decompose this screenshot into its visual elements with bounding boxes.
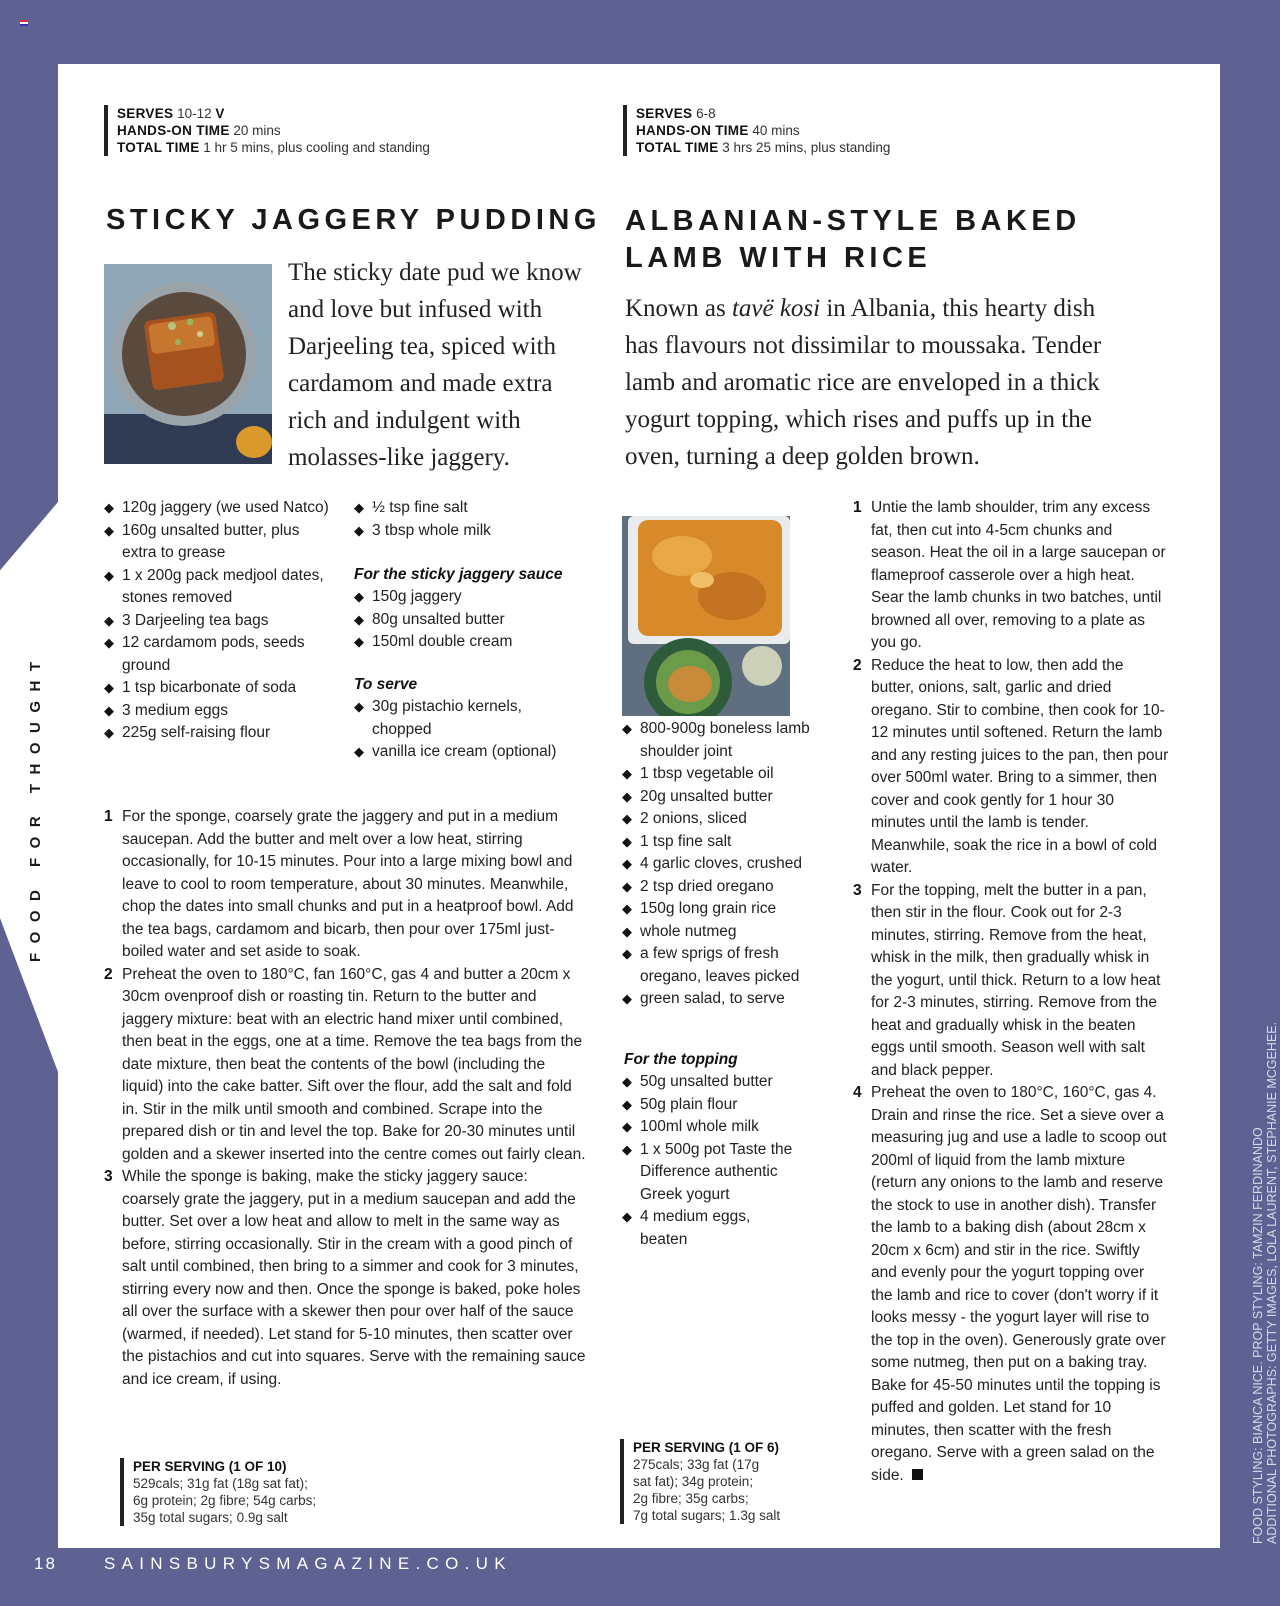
method-step: 1 Untie the lamb shoulder, trim any excess fat, then cut into 4-5cm chunks and season. Heat the oil in a large saucepan or flameproof casserole over a high heat. Sear the lamb chunks in two batches, until browned all over, removing to a plate as you go. bbox=[853, 499, 1166, 651]
ingredient-item: ◆ vanilla ice cream (optional) bbox=[354, 741, 612, 764]
method-step: 2 Reduce the heat to low, then add the butter, onions, salt, garlic and dried oregano. Stir to combine, then cook for 10-12 minutes until softened. Return the lamb and any resting juices to the pan, then pour over 500ml water. Bring to a simmer, then cover and cook gently for 1 hour 30 minutes until the lamb is tender. Meanwhile, soak the rice in a bowl of cold water. bbox=[853, 656, 1169, 876]
method-step: 4 Preheat the oven to 180°C, 160°C, gas 4. Drain and rinse the rice. Set a sieve over a measuring jug and use a ladle to scoop out 200ml of liquid from the lamb mixture (return any onions to the lamb and reserve the stock to use in another dish). Transfer the lamb to a baking dish (about 28cm x 20cm x 6cm) and stir in the rice. Swiftly and evenly pour the yogurt topping over the lamb and rice to cover (don't worry if it looks messy - the yogurt layer will rise to the top in the oven). Generously grate over some nutmeg, then put on a baking tray. Bake for 45-50 minutes until the topping is puffed and golden. Let stand for 10 minutes, then scatter with the fresh oregano. Serve with a green salad on the side. bbox=[853, 1084, 1167, 1484]
left-timing-box bbox=[104, 105, 587, 156]
serve-ingredients bbox=[354, 696, 557, 764]
ingredient-item: ◆ 800-900g boneless lamb shoulder joint bbox=[622, 718, 822, 763]
ingredient-item: ◆ 1 x 500g pot Taste the Difference authentic Greek yogurt bbox=[622, 1139, 822, 1207]
ingredient-item: ◆ 1 tsp bicarbonate of soda bbox=[104, 677, 329, 700]
page-number: 18 bbox=[34, 1554, 57, 1573]
ingredient-item: ◆ 50g plain flour bbox=[622, 1094, 822, 1117]
left-serves: SERVES 10-12 V bbox=[117, 106, 225, 121]
ingredient-item: ◆ 3 tbsp whole milk bbox=[354, 520, 594, 543]
credits-line-2: ADDITIONAL PHOTOGRAPHS: GETTY IMAGES, LOLA LAURENT, STEPHANIE MCGEHEE. bbox=[1265, 1021, 1279, 1544]
credits-line-1: FOOD STYLING: BIANCA NICE. PROP STYLING: TAMZIN FERDINANDO bbox=[1251, 1127, 1265, 1544]
ingredient-item: ◆ 2 tsp dried oregano bbox=[622, 876, 822, 899]
ingredient-item: ◆ 1 tbsp vegetable oil bbox=[622, 763, 822, 786]
photo-credits bbox=[1251, 1022, 1279, 1544]
left-recipe-title: STICKY JAGGERY PUDDING bbox=[106, 204, 601, 236]
topping-heading: For the topping bbox=[624, 1051, 738, 1068]
right-recipe-title: ALBANIAN-STYLE BAKED LAMB WITH RICE bbox=[625, 205, 1081, 274]
ingredient-item: ◆ a few sprigs of fresh oregano, leaves picked bbox=[622, 943, 822, 988]
topping-ingredients bbox=[622, 1071, 822, 1251]
left-ingredients-col2 bbox=[354, 497, 594, 542]
method-step: 2 Preheat the oven to 180°C, fan 160°C, gas 4 and butter a 20cm x 30cm ovenproof dish or roasting tin. Return to the butter and jaggery mixture: beat with an electric hand mixer until combined, then beat in the eggs, one at a time. Remove the tea bags from the date mixture, then beat the contents of the bowl (including the liquid) into the cake batter. Sift over the flour, add the salt and fold in. Stir in the milk until smooth and combined. Scrape into the prepared dish or tin and level the top. Bake for 20-30 minutes until golden and a skewer inserted into the centre comes out fairly clean. bbox=[104, 965, 586, 1163]
right-total-time: TOTAL TIME 3 hrs 25 mins, plus standing bbox=[636, 140, 891, 155]
ingredient-item: ◆ 225g self-raising flour bbox=[104, 722, 329, 745]
ingredient-item: ◆ green salad, to serve bbox=[622, 988, 822, 1011]
ingredient-item: ◆ 20g unsalted butter bbox=[622, 786, 822, 809]
ingredient-item: ◆ 100ml whole milk bbox=[622, 1116, 822, 1139]
lamb-photo bbox=[622, 516, 790, 716]
end-mark bbox=[912, 1469, 923, 1480]
ingredient-item: ◆ 80g unsalted butter bbox=[354, 609, 594, 632]
ingredient-item: ◆ 3 Darjeeling tea bags bbox=[104, 610, 329, 633]
serve-heading: To serve bbox=[354, 676, 418, 693]
right-ingredients bbox=[622, 718, 822, 1011]
sauce-heading: For the sticky jaggery sauce bbox=[354, 566, 563, 583]
site-url[interactable]: SAINSBURYSMAGAZINE.CO.UK bbox=[104, 1554, 512, 1573]
left-recipe-intro: The sticky date pud we know and love but infused with Darjeeling tea, spiced with cardamom and made extra rich and indulgent with molasses-like jaggery. bbox=[288, 259, 582, 471]
left-ingredients-col1 bbox=[104, 497, 329, 745]
right-timing-box bbox=[623, 105, 1056, 156]
method-step: 3 While the sponge is baking, make the sticky jaggery sauce: coarsely grate the jaggery, put in a medium saucepan and add the butter. Set over a low heat and allow to melt in the same way as before, stirring occasionally. Stir in the cream with a good pinch of salt until combined, then bring to a simmer and cook for 3 minutes, stirring every now and then. Once the sponge is baked, poke holes all over the surface with a skewer then pour over half of the sauce (warmed, if needed). Let stand for 5-10 minutes, then scatter over the pistachios and cut into squares. Serve with the remaining sauce and ice cream, if using. bbox=[104, 1168, 586, 1388]
ingredient-item: ◆ 1 x 200g pack medjool dates, stones removed bbox=[104, 565, 329, 610]
ingredient-item: ◆ whole nutmeg bbox=[622, 921, 822, 944]
right-recipe-intro: Known as tavë kosi in Albania, this hearty dish has flavours not dissimilar to moussaka. Tender lamb and aromatic rice are enveloped in a thick yogurt topping, which rises and puffs up in the oven, turning a deep golden brown. bbox=[625, 295, 1102, 470]
sauce-ingredients bbox=[354, 586, 594, 654]
right-handson-time: HANDS-ON TIME 40 mins bbox=[636, 123, 800, 138]
section-label: FOOD FOR THOUGHT bbox=[27, 652, 44, 962]
ingredient-item: ◆ 3 medium eggs bbox=[104, 700, 329, 723]
ingredient-item: ◆ 150g jaggery bbox=[354, 586, 594, 609]
ingredient-item: ◆ 150g long grain rice bbox=[622, 898, 822, 921]
ingredient-item: ◆ 4 medium eggs, beaten bbox=[622, 1206, 790, 1251]
ingredient-item: ◆ 1 tsp fine salt bbox=[622, 831, 822, 854]
left-nutrition: PER SERVING (1 OF 10) 529cals; 31g fat (18g sat fat); 6g protein; 2g fibre; 54g carbs; 35g total sugars; 0.9g salt bbox=[120, 1458, 393, 1526]
ingredient-item: ◆ 160g unsalted butter, plus extra to grease bbox=[104, 520, 329, 565]
ingredient-item: ◆ ½ tsp fine salt bbox=[354, 497, 594, 520]
left-total-time: TOTAL TIME 1 hr 5 mins, plus cooling and standing bbox=[117, 140, 430, 155]
ingredient-item: ◆ 120g jaggery (we used Natco) bbox=[104, 497, 329, 520]
ingredient-item: ◆ 30g pistachio kernels, chopped bbox=[354, 696, 522, 741]
right-serves: SERVES 6-8 bbox=[636, 106, 716, 121]
pudding-photo bbox=[104, 264, 272, 464]
left-handson-time: HANDS-ON TIME 20 mins bbox=[117, 123, 281, 138]
flag-icon bbox=[20, 20, 28, 26]
ingredient-item: ◆ 4 garlic cloves, crushed bbox=[622, 853, 822, 876]
ingredient-item: ◆ 50g unsalted butter bbox=[622, 1071, 822, 1094]
right-method bbox=[853, 497, 1169, 1487]
left-method bbox=[104, 806, 586, 1391]
method-step: 3 For the topping, melt the butter in a pan, then stir in the flour. Cook out for 2-3 minutes, stirring. Remove from the heat, whisk in the milk, then gradually whisk in the yogurt, until thick. Return to a low heat for 2-3 minutes, stirring. Remove from the heat and gradually whisk in the beaten eggs until smooth. Season well with salt and black pepper. bbox=[853, 881, 1161, 1079]
ingredient-item: ◆ 12 cardamom pods, seeds ground bbox=[104, 632, 329, 677]
magazine-page bbox=[58, 64, 1220, 1548]
ingredient-item: ◆ 150ml double cream bbox=[354, 631, 594, 654]
method-step: 1 For the sponge, coarsely grate the jaggery and put in a medium saucepan. Add the butter and melt over a low heat, stirring occasionally, for 10-15 minutes. Pour into a large mixing bowl and leave to cool to room temperature, about 30 minutes. Meanwhile, chop the dates into small chunks and put in a heatproof bowl. Add the tea bags, cardamom and bicarb, then pour over 175ml just-boiled water and set aside to soak. bbox=[104, 808, 574, 960]
ingredient-item: ◆ 2 onions, sliced bbox=[622, 808, 822, 831]
right-nutrition: PER SERVING (1 OF 6) 275cals; 33g fat (17g sat fat); 34g protein; 2g fibre; 35g carbs; 7g total sugars; 1.3g salt bbox=[620, 1439, 813, 1524]
